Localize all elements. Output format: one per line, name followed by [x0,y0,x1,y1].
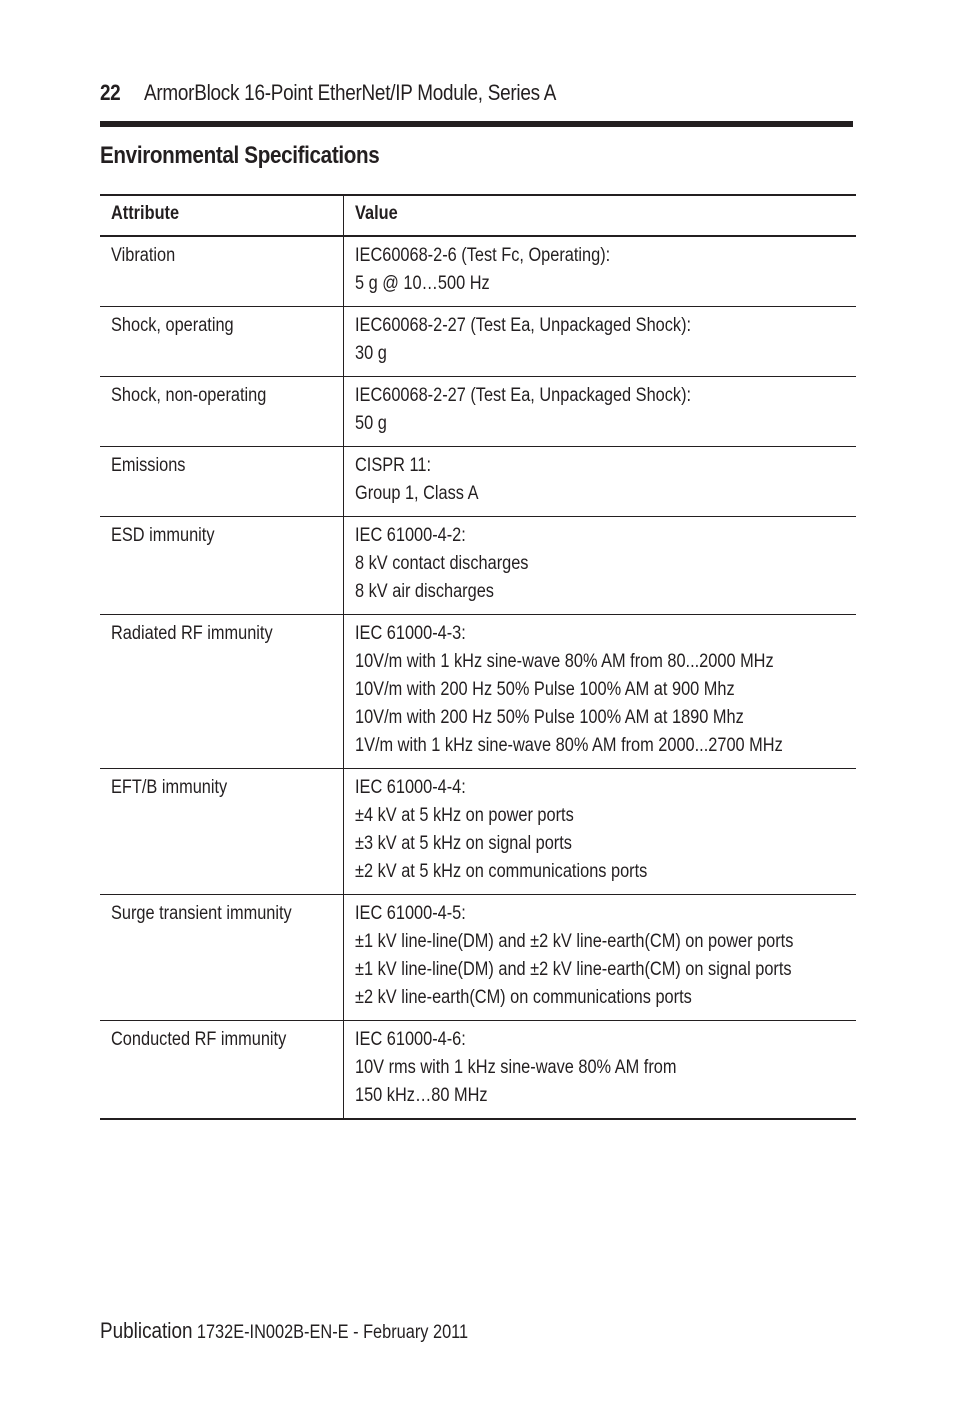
environmental-specifications-table [100,194,856,1120]
table-row [100,895,856,1021]
value-cell: IEC60068-2-27 (Test Ea, Unpackaged Shock): 50 g [343,377,856,447]
document-title: ArmorBlock 16-Point EtherNet/IP Module, Series A [144,80,557,105]
header-rule [100,121,853,127]
attribute-cell: Conducted RF immunity [100,1021,343,1120]
attribute-cell: Shock, non-operating [100,377,343,447]
table-row [100,615,856,769]
value-cell: IEC 61000-4-3: 10V/m with 1 kHz sine-wave 80% AM from 80...2000 MHz 10V/m with 200 Hz 50% Pulse 100% AM at 900 Mhz 10V/m with 200 Hz 50% Pulse 100% AM at 1890 Mhz 1V/m with 1 kHz sine-wave 80% AM from 2000...2700 MHz [343,615,856,769]
attribute-cell: Radiated RF immunity [100,615,343,769]
value-cell: IEC60068-2-27 (Test Ea, Unpackaged Shock): 30 g [343,307,856,377]
value-cell: IEC 61000-4-5: ±1 kV line-line(DM) and ±2 kV line-earth(CM) on power ports ±1 kV line-line(DM) and ±2 kV line-earth(CM) on signal ports ±2 kV line-earth(CM) on communications ports [343,895,856,1021]
publication-number: 1732E-IN002B-EN-E - February 2011 [196,1322,469,1343]
page-footer [100,1318,468,1344]
value-cell: IEC60068-2-6 (Test Fc, Operating): 5 g @ 10…500 Hz [343,236,856,307]
value-cell: IEC 61000-4-6: 10V rms with 1 kHz sine-wave 80% AM from 150 kHz…80 MHz [343,1021,856,1120]
page-header [100,80,853,112]
publication-label: Publication [100,1318,193,1343]
attribute-cell: Emissions [100,447,343,517]
table-row [100,377,856,447]
section-title: Environmental Specifications [100,142,380,169]
column-header-attribute: Attribute [100,195,343,236]
table-row [100,769,856,895]
table-row [100,236,856,307]
value-cell: IEC 61000-4-2: 8 kV contact discharges 8 kV air discharges [343,517,856,615]
page-number: 22 [100,80,121,105]
attribute-cell: Surge transient immunity [100,895,343,1021]
value-cell: CISPR 11: Group 1, Class A [343,447,856,517]
attribute-cell: Shock, operating [100,307,343,377]
table-row [100,517,856,615]
table-row [100,307,856,377]
table-header-row [100,195,856,236]
attribute-cell: ESD immunity [100,517,343,615]
table-row [100,447,856,517]
table-row [100,1021,856,1120]
attribute-cell: Vibration [100,236,343,307]
attribute-cell: EFT/B immunity [100,769,343,895]
column-header-value: Value [343,195,856,236]
value-cell: IEC 61000-4-4: ±4 kV at 5 kHz on power ports ±3 kV at 5 kHz on signal ports ±2 kV at 5 kHz on communications ports [343,769,856,895]
